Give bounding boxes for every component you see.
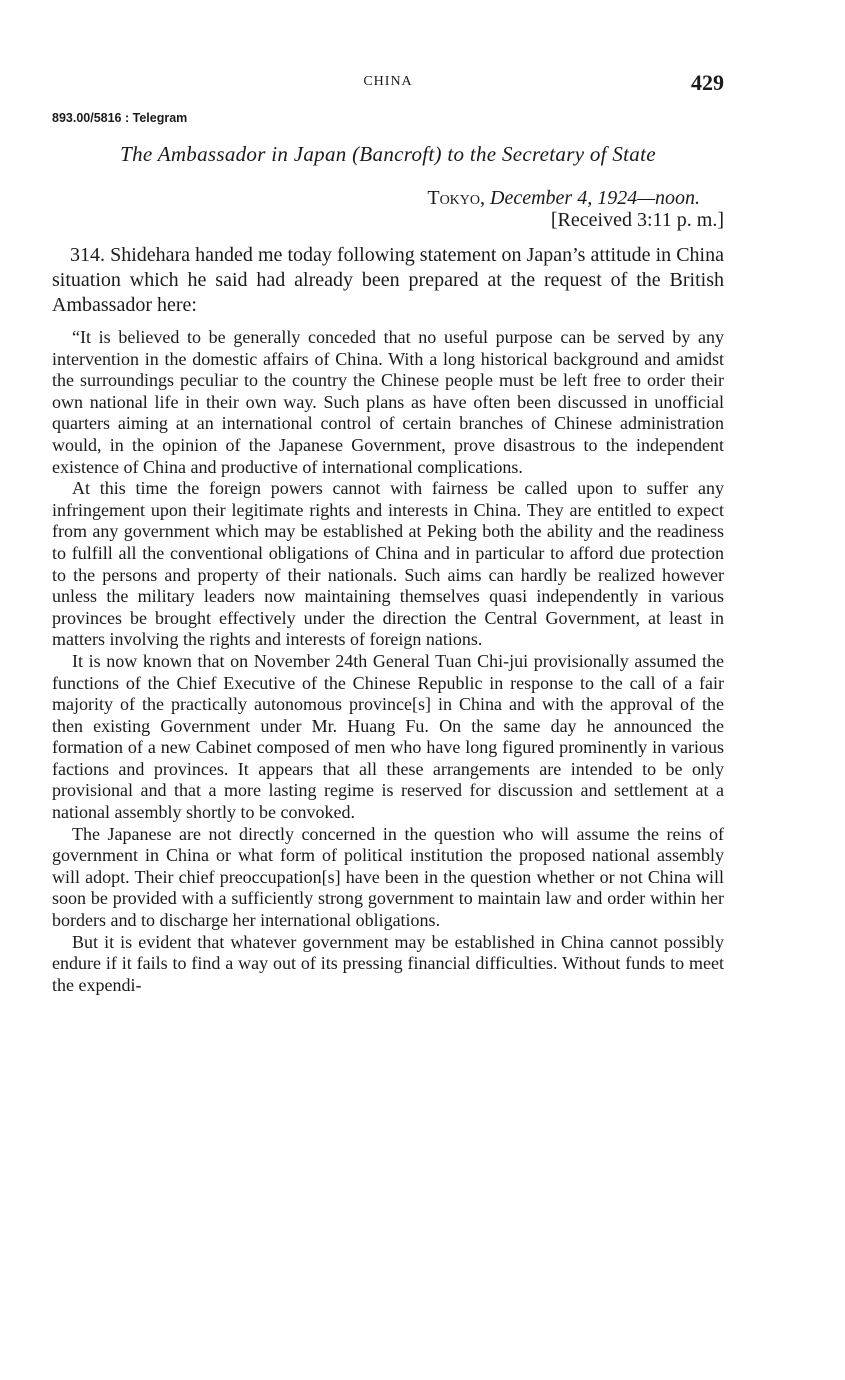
received-note: [Received 3:11 p. m.] bbox=[550, 209, 724, 231]
document-title: The Ambassador in Japan (Bancroft) to the Secretary of State bbox=[120, 142, 656, 166]
dateline-city: Tokyo, bbox=[427, 187, 486, 209]
dateline-date: December 4, 1924—noon. bbox=[490, 187, 700, 209]
dateline bbox=[52, 185, 700, 212]
statement-paragraph: The Japanese are not directly concerned in the question who will assume the reins of government in China or what form of political institution the proposed national assembly will adopt. Their chief preoccupation[s] have been in the question whether or not China will soon be provided with a sufficiently strong government to maintain law and order within her borders and to discharge her international obligations. bbox=[52, 823, 724, 931]
intro-paragraph: 314. Shidehara handed me today following statement on Japan’s attitude in China situation which he said had already been prepared at the request of the British Ambassador here: bbox=[52, 244, 724, 316]
statement-paragraph: It is now known that on November 24th General Tuan Chi-jui provisionally assumed the functions of the Chief Executive of the Chinese Republic in response to the call of a fair majority of the practically autonomous province[s] in China and with the approval of the then existing Government under Mr. Huang Fu. On the same day he announced the formation of a new Cabinet composed of men who have long figured prominently in various factions and provinces. It appears that all these arrangements are intended to be only provisional and that a more lasting regime is reserved for discussion and settlement at a national assembly shortly to be convoked. bbox=[52, 650, 724, 823]
file-reference: 893.00/5816 : Telegram bbox=[52, 111, 188, 125]
page-number: 429 bbox=[691, 70, 724, 95]
running-head bbox=[52, 72, 724, 96]
running-title: CHINA bbox=[363, 74, 413, 89]
statement-paragraph: “It is believed to be generally conceded that no useful purpose can be served by any intervention in the domestic affairs of China. With a long historical background and amidst the surroundings peculiar to the country the Chinese people must be left free to order their own national life in their own way. Such plans as have often been discussed in unofficial quarters aiming at an international control of certain branches of Chinese administration would, in the opinion of the Japanese Government, prove disastrous to the independent existence of China and productive of international complications. bbox=[52, 327, 724, 477]
statement-paragraph: At this time the foreign powers cannot with fairness be called upon to suffer any infringement upon their legitimate rights and interests in China. They are entitled to expect from any government which may be established at Peking both the ability and the readiness to fulfill all the conventional obligations of China and in particular to afford due protection to the persons and property of their nationals. Such aims can hardly be realized however unless the military leaders now maintaining themselves quasi independently in various provinces be brought effectively under the direction the Central Government, at least in matters involving the rights and interests of foreign nations. bbox=[52, 478, 724, 650]
statement-paragraph: But it is evident that whatever government may be established in China cannot possibly endure if it fails to find a way out of its pressing financial difficulties. Without funds to meet the expendi- bbox=[52, 931, 724, 995]
quoted-statement bbox=[52, 327, 724, 996]
